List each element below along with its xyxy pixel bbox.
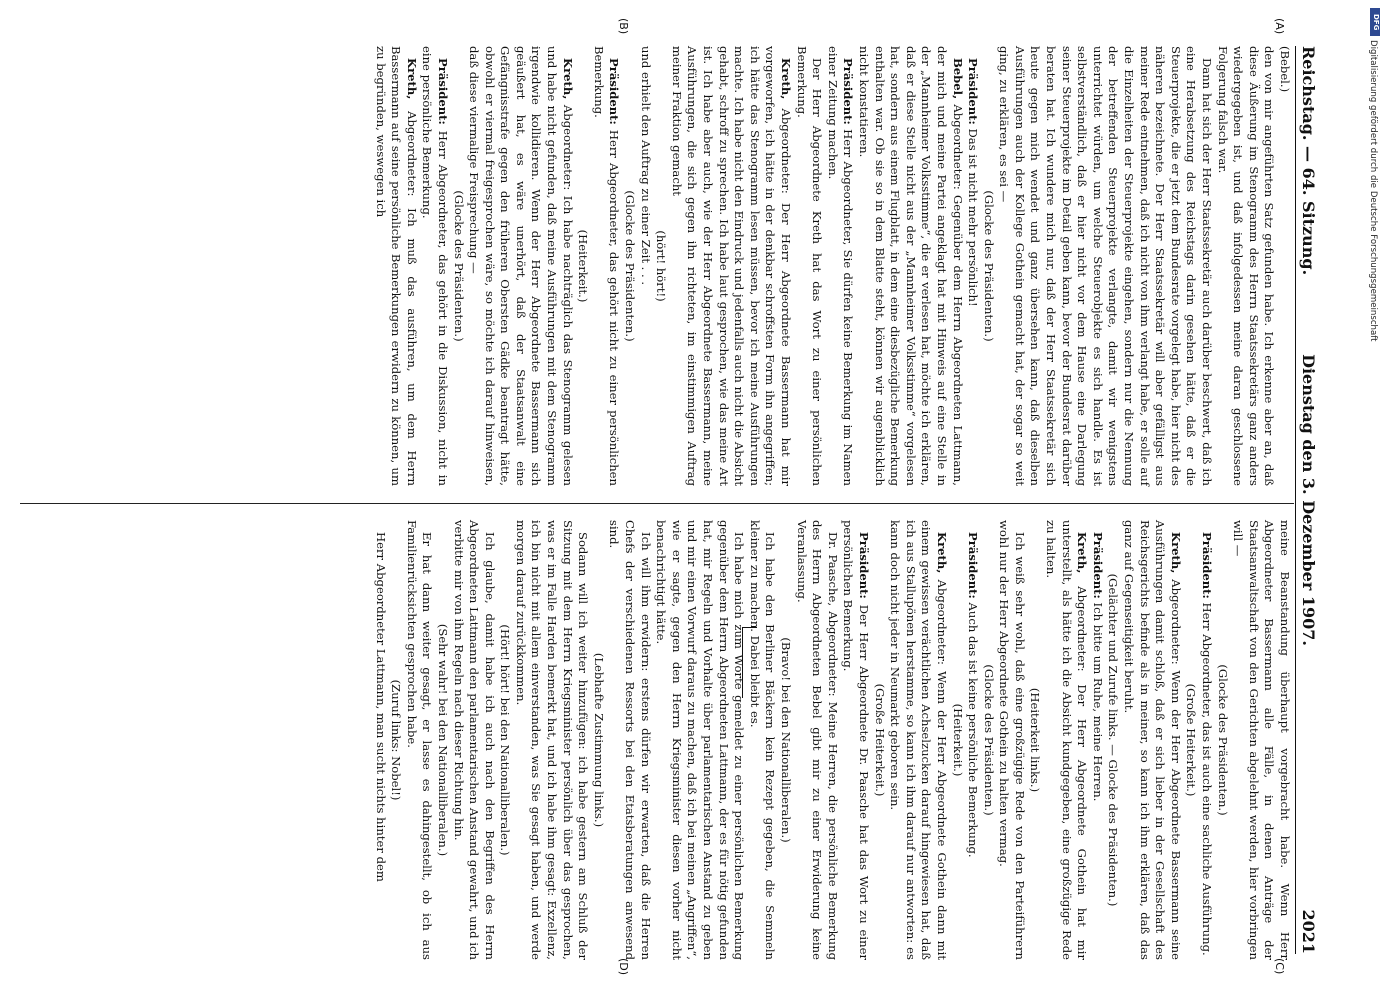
paragraph <box>965 520 981 960</box>
paragraph-text: (Glocke des Präsidenten.) <box>981 190 996 342</box>
paragraph <box>1214 46 1276 486</box>
paragraph-text: Ich weiß sehr wohl, daß eine großzügige Rede von den Parteiführern wohl nur der Herr Abgeordnete Gothein zu halten vermag. <box>997 520 1027 960</box>
paragraph-text: (Glocke des Präsidenten.) <box>981 664 996 816</box>
speaker-name: Kreth, <box>1168 532 1183 574</box>
paragraph-text: Ich glaube, damit habe ich auch nach den Begriffen des Herrn Abgeordneten Lattmann den parlamentarischen Anstand gewahrt, und ich verbitte mir von ihm Regeln nach dieser Richtung hin. <box>451 520 497 960</box>
paragraph-text: (hört! hört!) <box>654 230 669 302</box>
speaker-name: Präsident: <box>1200 532 1215 599</box>
paragraph-text: Herr Abgeordneter, das ist auch eine sachliche Ausführung. <box>1200 598 1215 956</box>
paragraph-text: Ich bitte um Ruhe, meine Herren. <box>1090 598 1105 802</box>
dfg-logo: DFG <box>1370 8 1380 36</box>
page-number: 2021 <box>1299 909 1318 954</box>
paragraph-text: meine Beanstandung überhaupt vorgebracht habe. Wenn Herr Abgeordneter Bassermann alle Fälle, in denen Anträge der Staatsanwaltschaft von den Gerichten abgelehnt werden, hier vorbringen will — <box>1231 520 1292 960</box>
speaker-name: Präsident: <box>607 58 622 125</box>
paragraph <box>746 520 777 960</box>
paragraph <box>637 46 653 486</box>
paragraph <box>980 46 996 486</box>
paragraph <box>871 520 887 960</box>
paragraph-text: Ich habe den Berliner Bäckern kein Rezept gegeben, die Semmeln kleiner zu machen. Dabei bleibt es. <box>747 520 778 960</box>
paragraph <box>777 520 793 960</box>
paragraph <box>824 46 855 486</box>
paragraph-text: (Glocke des Präsidenten.) <box>451 190 466 342</box>
margin-mark-c: (C) <box>1273 958 1286 975</box>
paragraph <box>793 520 840 960</box>
speaker-name: Kreth, <box>404 58 419 100</box>
paragraph-text: (Sehr wahr! bei den Nationalliberalen.) <box>435 623 450 857</box>
paragraph <box>466 46 575 486</box>
paragraph-text: (Glocke des Präsidenten.) <box>1215 664 1230 816</box>
paragraph <box>372 46 419 486</box>
paragraph <box>590 46 621 486</box>
paragraph <box>996 520 1027 960</box>
paragraph <box>1043 520 1090 960</box>
paragraph-text: (Gelächter und Zurufe links. — Glocke des Präsidenten.) <box>1106 573 1121 907</box>
paragraph <box>372 520 388 960</box>
paragraph <box>793 46 824 486</box>
paragraph <box>388 520 404 960</box>
paragraph-text: Abgeordneter: Ich habe nachträglich das Stenogramm gelesen und habe nicht gefunden, daß meine Ausführungen mit dem Stenogramm irgendwie kollidieren. Wenn der Herr Abgeordnete Bassermann sich geäußert hat, es wäre unerhört, daß der Staatsanwalt eine Gefängnisstrafe gegen den früheren Obersten Gädke beantragt hätte, obwohl er viermal freigesprochen wäre, so möchte ich darauf hinweisen, daß diese viermalige Freisprechung — <box>467 46 575 486</box>
paragraph <box>450 520 497 960</box>
paragraph-text: Der Herr Abgeordnete Kreth hat das Wort zu einer persönlichen Bemerkung. <box>794 46 825 486</box>
paragraph-text: und erhielt den Auftrag zu einer Zeit . . . <box>638 46 653 286</box>
paragraph <box>450 46 466 486</box>
digitization-credit: Digitalisierung gefördert durch die Deutsche Forschungsgemeinschaft <box>1368 40 1378 342</box>
paragraph <box>419 46 450 486</box>
paragraph <box>512 520 590 960</box>
paragraph-text: (Glocke des Präsidenten.) <box>623 190 638 342</box>
header-center: Dienstag den 3. Dezember 1907. <box>1299 354 1318 646</box>
paragraph-text: Abgeordneter: Der Herr Abgeordnete Gothein hat mir unterstellt, als hätte ich die Absicht kundgegeben, eine großzügige Rede zu halten. <box>1044 520 1090 960</box>
paragraph-text: Herr Abgeordneter, Sie dürfen keine Bemerkung im Namen einer Zeitung machen. <box>825 46 856 486</box>
paragraph-text: Der Herr Abgeordnete Dr. Paasche hat das Wort zu einer persönlichen Bemerkung. <box>841 520 871 960</box>
paragraph <box>840 520 871 960</box>
paragraph-text: Abgeordneter: Ich muß das ausführen, um dem Herrn Bassermann auf seine persönliche Bemerkungen erwidern zu können, um zu begründen, weswegen ich <box>373 46 419 486</box>
paragraph <box>1214 520 1230 960</box>
paragraph-text: Ich habe mich zum Worte gemeldet zu einer persönlichen Bemerkung gegenüber dem Herrn Abgeordneten Lattmann, der es für nötig gefunden hat, mir Regeln und Vorhalte über parlamentarischen Anstand zu geben und mir einen Vorwurf daraus zu machen, daß ich bei meinen „Angriffen“, wie er sagte, gegen den Herrn Kriegsminister diesen vorher nicht benachrichtigt hätte. <box>654 520 747 960</box>
paragraph-text: Dr. Paasche, Abgeordneter: Meine Herren, die persönliche Bemerkung des Herrn Abgeordneten Bebel gibt mir zu einer Erwiderung keine Veranlassung. <box>794 520 840 960</box>
paragraph <box>434 520 450 960</box>
paragraph-text: (Heiterkeit links.) <box>1028 687 1043 793</box>
speaker-name: Kreth, <box>779 58 793 100</box>
paragraph-text: Abgeordneter: Wenn der Herr Abgeordnete Bassermann seine Ausführungen damit schloß, daß er sich lieber in der Gesellschaft des Reichsgerichts befinde als in meiner, so kann ich ihm erklären, daß das ganz auf Gegenseitigkeit beruht. <box>1122 520 1183 960</box>
header-left: Reichstag. — 64. Sitzung. <box>1299 46 1318 276</box>
paragraph <box>403 520 434 960</box>
speaker-name: Kreth, <box>560 58 575 100</box>
paragraph <box>887 520 949 960</box>
paragraph-text: Er hat dann weiter gesagt, er lasse es dahingestellt, ob ich aus Familienrücksichten gesprochen habe. <box>404 520 435 960</box>
paragraph-text: (Bravo! bei den Nationalliberalen.) <box>779 637 793 843</box>
paragraph <box>1230 520 1292 960</box>
paragraph-text: (Große Heiterkeit.) <box>872 683 887 797</box>
speaker-name: Präsident: <box>856 532 871 599</box>
paragraph <box>1120 520 1182 960</box>
paragraph <box>653 520 747 960</box>
paragraph <box>668 46 793 486</box>
paragraph-text: Herr Abgeordneter, das gehört nicht zu einer persönlichen Bemerkung. <box>591 46 622 486</box>
margin-mark-d: (D) <box>617 958 630 976</box>
paragraph-text: (Hört! hört! bei den Nationalliberalen.) <box>498 624 513 856</box>
paragraph <box>497 520 513 960</box>
speaker-name: Präsident: <box>435 58 450 125</box>
paragraph <box>575 46 591 486</box>
speaker-name: Kreth, <box>1075 532 1090 574</box>
paragraph-text: Sodann will ich weiter hinzufügen: ich habe gestern am Schluß der Sitzung mit dem Herrn Kriegsminister persönlich über das gesprochen, was er im Falle Harden bemerkt hat, und ich habe ihm gesagt: Exzellenz, ich bin nicht mit allem einverstanden, was Sie gesagt haben, und werde morgen darauf zurückkommen. <box>513 520 591 960</box>
paragraph <box>996 46 1214 486</box>
paragraph-text: (Heiterkeit.) <box>576 229 591 303</box>
speaker-name: Kreth, <box>934 532 949 574</box>
paragraph <box>1027 520 1043 960</box>
paragraph <box>1105 520 1121 960</box>
paragraph-text: Dann hat sich der Herr Staatssekretär auch darüber beschwert, daß ich eine Herabsetzung des Reichstags darin gesehen hätte, daß er die Steuerprojekte, die er jetzt dem Bundesrate vorgelegt habe, hier nicht des näheren bezeichnete. Der Herr Staatssekretär will aber gefälligst aus meiner Rede entnehmen, daß ich nicht von ihm verlangt habe, er solle auf die Einzelheiten der Steuerprojekte eingehen, sondern nur die Nennung der betreffenden Steuerprojekte verlangte, damit wir wenigstens unterrichtet würden, um welche Steuerobjekte es sich handle. Es ist selbstverständlich, daß er hier nicht vor dem Hause eine Darlegung seiner Steuerprojekte im Detail geben kann, bevor der Bundesrat darüber beraten hat. Ich wundere mich nur, daß der Herr Staatssekretär sich heute gegen mich wendet und ganz übersehen kann, daß dieselben Ausführungen auch der Kollege Gothein gemacht hat, der sogar so weit ging, zu erklären, es sei — <box>997 46 1215 486</box>
paragraph-text: Auch das ist keine persönliche Bemerkung. <box>966 598 981 858</box>
speaker-name: Bebel, <box>950 58 965 100</box>
margin-bracket <box>742 627 757 698</box>
paragraph <box>1198 520 1214 960</box>
paragraph <box>949 520 965 960</box>
paragraph-text: Abgeordneter: Wenn der Herr Abgeordnete Gothein dann mit einem gewissen verächtlichen Achselzucken darauf hingewiesen hat, daß ich aus Stallupönen herstamme, so kann ich ihm darauf nur antworten: es kann doch nicht jeder in Neumarkt geboren sein. <box>888 520 949 960</box>
paragraph-text: (Bebel.) <box>1278 46 1292 93</box>
paragraph <box>1089 520 1105 960</box>
paragraph <box>1276 46 1292 486</box>
paragraph-text: Ich will ihm erwidern: erstens dürfen wir erwarten, daß die Herren Chefs der verschiedenen Ressorts bei den Etatsberatungen anwesend sind. <box>607 520 653 960</box>
paragraph-text: (Heiterkeit.) <box>950 703 965 777</box>
speaker-name: Präsident: <box>841 58 856 125</box>
paragraph-text: (Zuruf links: Nobel!) <box>389 679 404 801</box>
paragraph-text: Das ist nicht mehr persönlich! <box>966 124 981 307</box>
paragraph <box>590 520 606 960</box>
column-divider <box>20 503 1294 504</box>
speaker-name: Präsident: <box>966 58 981 125</box>
paragraph-text: Abgeordneter: Gegenüber dem Herrn Abgeordneten Lattmann, der mich und meine Partei angeklagt hat mit Hinweis auf eine Stelle in der „Mannheimer Volksstimme“, die er verlesen hat, möchte ich erklären, daß er diese Stelle nicht aus der „Mannheimer Volksstimme“ vorgelesen hat, sondern aus einem Flugblatt, in dem eine diesbezügliche Bemerkung enthalten war. Ob sie so in dem Blatte steht, können wir augenblicklich nicht konstatieren. <box>856 46 965 486</box>
paragraph-text: Herr Abgeordneter Lattmann, man sucht nichts hinter dem <box>373 532 388 882</box>
speaker-name: Präsident: <box>966 532 981 599</box>
paragraph <box>653 46 669 486</box>
paragraph-text: (Große Heiterkeit.) <box>1184 683 1199 797</box>
paragraph-text: (Lebhafte Zustimmung links.) <box>591 652 606 828</box>
speaker-name: Präsident: <box>1090 532 1105 599</box>
paragraph-text: Herr Abgeordneter, das gehört in die Diskussion, nicht in eine persönliche Bemerkung. <box>420 46 450 486</box>
left-column <box>372 46 1292 486</box>
paragraph <box>1183 520 1199 960</box>
paragraph <box>606 520 653 960</box>
paragraph <box>980 520 996 960</box>
margin-mark-b: (B) <box>617 18 630 35</box>
paragraph <box>855 46 964 486</box>
paragraph <box>621 46 637 486</box>
page-header <box>1295 46 1322 954</box>
paragraph <box>965 46 981 486</box>
right-column <box>372 520 1292 960</box>
margin-mark-a: (A) <box>1273 18 1286 35</box>
paragraph-text: Abgeordneter: Der Herr Abgeordnete Bassermann hat mir vorgeworfen, ich hätte in der denkbar schroffsten Form ihn angegriffen; ich hätte das Stenogramm lesen müssen, bevor ich meine Ausführungen machte. Ich habe nicht den Eindruck und jedenfalls auch nicht die Absicht gehabt, schroff zu sprechen. Ich habe laut gesprochen, wie das meine Art ist. Ich habe aber auch, wie der Herr Abgeordnete Bassermann, meine Ausführungen, die sich gegen ihn richteten, im einstimmigen Auftrag meiner Fraktion gemacht <box>669 46 793 486</box>
paragraph-text: den von mir angeführten Satz gefunden habe. Ich erkenne aber an, daß diese Äußerung im Stenogramm des Herrn Staatssekretärs ganz anders wiedergegeben ist, und daß infolgedessen meine daran geschlossene Folgerung falsch war. <box>1215 46 1277 486</box>
